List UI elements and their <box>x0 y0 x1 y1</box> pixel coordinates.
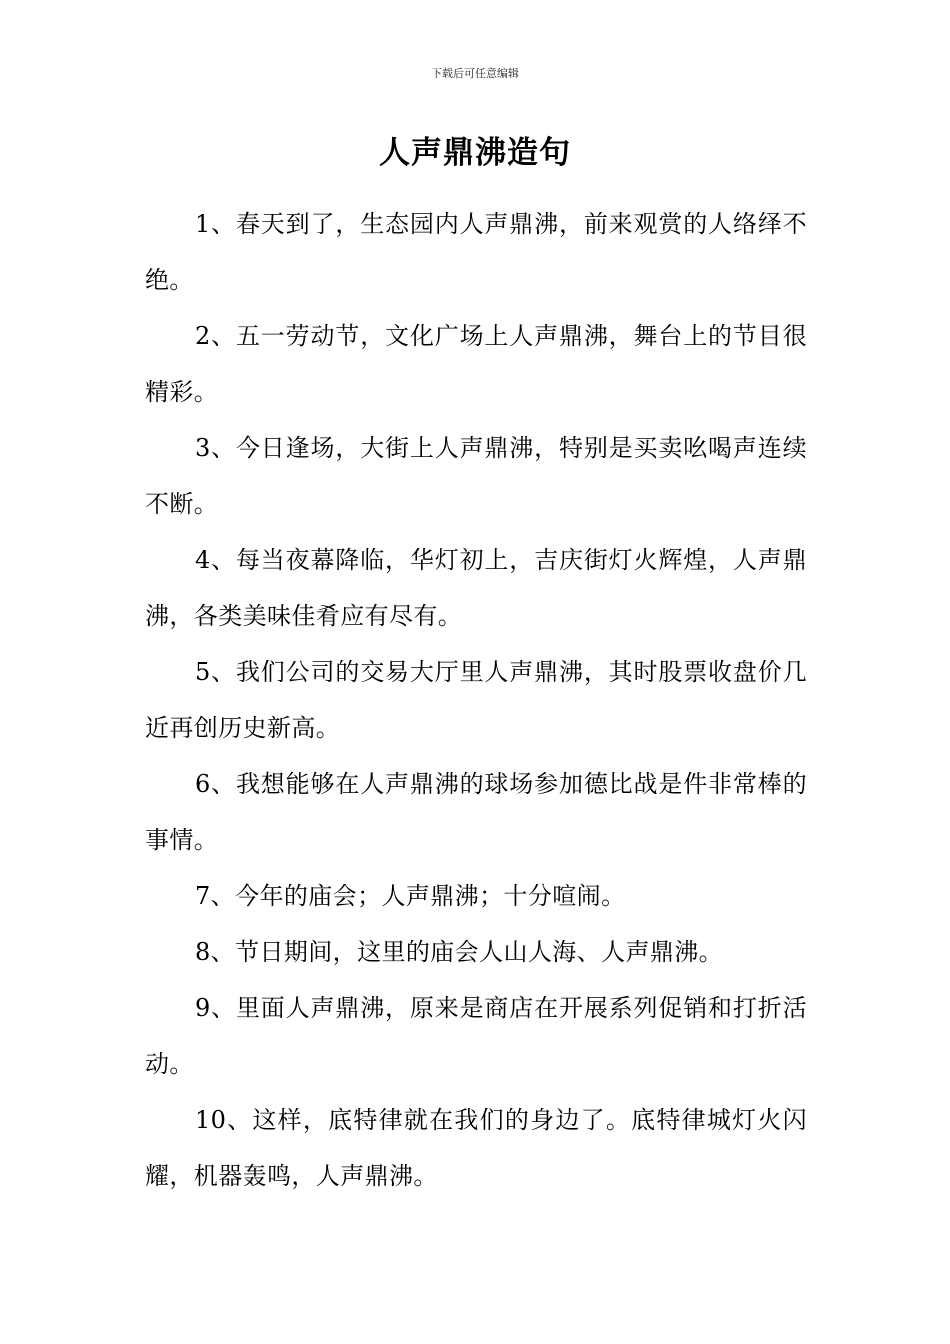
sentence-8: 8、节日期间，这里的庙会人山人海、人声鼎沸。 <box>195 938 724 966</box>
sentence-3: 3、今日逢场，大街上人声鼎沸，特别是买卖吆喝声连续不断。 <box>145 434 807 518</box>
sentence-5: 5、我们公司的交易大厅里人声鼎沸，其时股票收盘价几近再创历史新高。 <box>145 658 807 742</box>
sentence-10: 10、这样，底特律就在我们的身边了。底特律城灯火闪耀，机器轰鸣，人声鼎沸。 <box>145 1106 807 1190</box>
sentence-2: 2、五一劳动节，文化广场上人声鼎沸，舞台上的节目很精彩。 <box>145 322 807 406</box>
sentence-list <box>145 196 807 1204</box>
sentence-7: 7、今年的庙会；人声鼎沸；十分喧闹。 <box>195 882 626 910</box>
header-note: 下载后可任意编辑 <box>431 67 519 80</box>
sentence-6: 6、我想能够在人声鼎沸的球场参加德比战是件非常棒的事情。 <box>145 770 807 854</box>
document-title: 人声鼎沸造句 <box>379 135 571 171</box>
sentence-4: 4、每当夜幕降临，华灯初上，吉庆街灯火辉煌，人声鼎沸，各类美味佳肴应有尽有。 <box>145 546 807 630</box>
sentence-9: 9、里面人声鼎沸，原来是商店在开展系列促销和打折活动。 <box>145 994 807 1078</box>
sentence-1: 1、春天到了，生态园内人声鼎沸，前来观赏的人络绎不绝。 <box>145 210 807 294</box>
